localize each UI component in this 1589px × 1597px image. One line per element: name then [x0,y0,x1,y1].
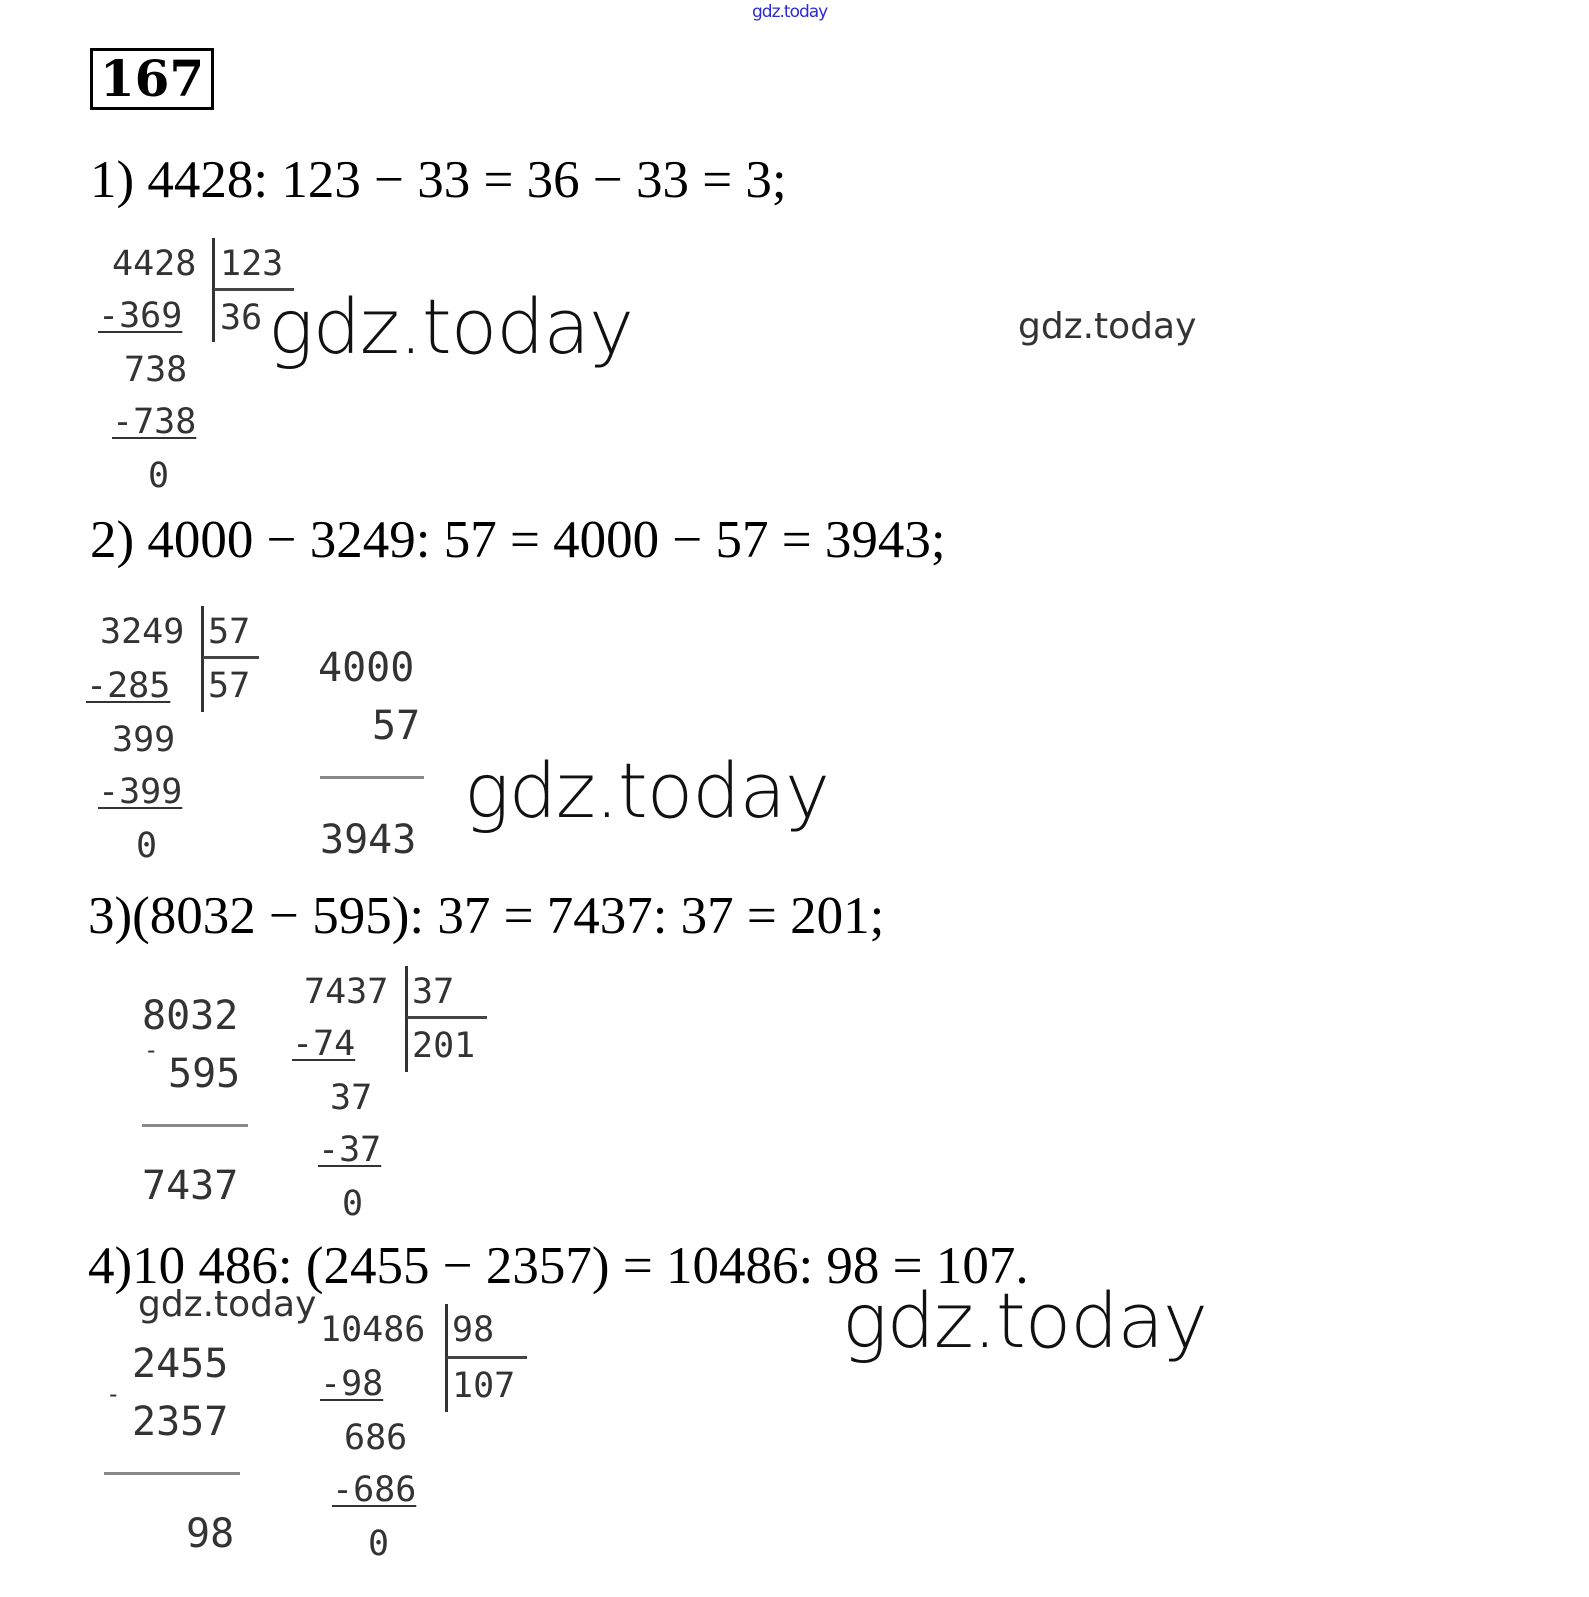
step-subtract: -399 [98,772,183,812]
divisor-underline [203,656,259,659]
step-subtract: -738 [112,402,197,442]
step-remainder: 738 [124,350,188,390]
watermark: gdz.today [842,1276,1207,1365]
difference: 98 [186,1511,235,1557]
step-subtract: -686 [332,1470,417,1510]
divisor: 57 [208,612,251,652]
minus-sign: - [144,1036,159,1064]
quotient: 107 [452,1366,516,1406]
result-line [320,776,424,779]
result-line [104,1472,240,1475]
quotient: 57 [208,666,251,706]
divisor: 37 [412,972,455,1012]
dividend: 4428 [112,244,197,284]
divisor-underline [407,1016,487,1019]
dividend: 3249 [100,612,185,652]
dividend: 10486 [320,1310,426,1350]
minus-sign: - [106,1380,121,1408]
step-subtract: -98 [320,1364,384,1404]
step-remainder: 399 [112,720,176,760]
quotient: 36 [220,298,263,338]
subtrahend: 57 [372,703,421,749]
watermark: gdz.today [268,282,633,371]
quotient: 201 [412,1026,476,1066]
minuend: 8032 [142,993,239,1039]
divisor: 123 [220,244,284,284]
divisor: 98 [452,1310,495,1350]
watermark: gdz.today [138,1284,317,1325]
watermark-top: gdz.today [752,2,828,22]
step-subtract: -37 [318,1130,382,1170]
division-bar [405,966,408,1072]
minuend: 4000 [318,645,415,691]
step-subtract: -74 [292,1024,356,1064]
step-subtract: -285 [86,666,171,706]
watermark: gdz.today [1018,306,1197,347]
difference: 7437 [142,1163,239,1209]
step-remainder: 686 [344,1418,408,1458]
subtrahend: 2357 [132,1399,229,1445]
step-remainder: 37 [330,1078,373,1118]
minuend: 2455 [132,1341,229,1387]
step-remainder: 0 [148,456,170,496]
equation-4: 4)10 486: (2455 − 2357) = 10486: 98 = 107. [88,1237,1029,1295]
step-subtract: -369 [98,296,183,336]
dividend: 7437 [304,972,389,1012]
step-remainder: 0 [368,1524,390,1564]
watermark: gdz.today [464,746,829,835]
divisor-underline [447,1356,527,1359]
equation-1: 1) 4428: 123 − 33 = 36 − 33 = 3; [90,151,787,209]
result-line [142,1124,248,1127]
division-bar [201,606,204,712]
equation-3: 3)(8032 − 595): 37 = 7437: 37 = 201; [88,887,885,945]
subtrahend: 595 [168,1051,241,1097]
problem-number: 167 [90,48,214,110]
step-remainder: 0 [136,826,158,866]
step-remainder: 0 [342,1184,364,1224]
difference: 3943 [320,817,417,863]
equation-2: 2) 4000 − 3249: 57 = 4000 − 57 = 3943; [90,511,946,569]
